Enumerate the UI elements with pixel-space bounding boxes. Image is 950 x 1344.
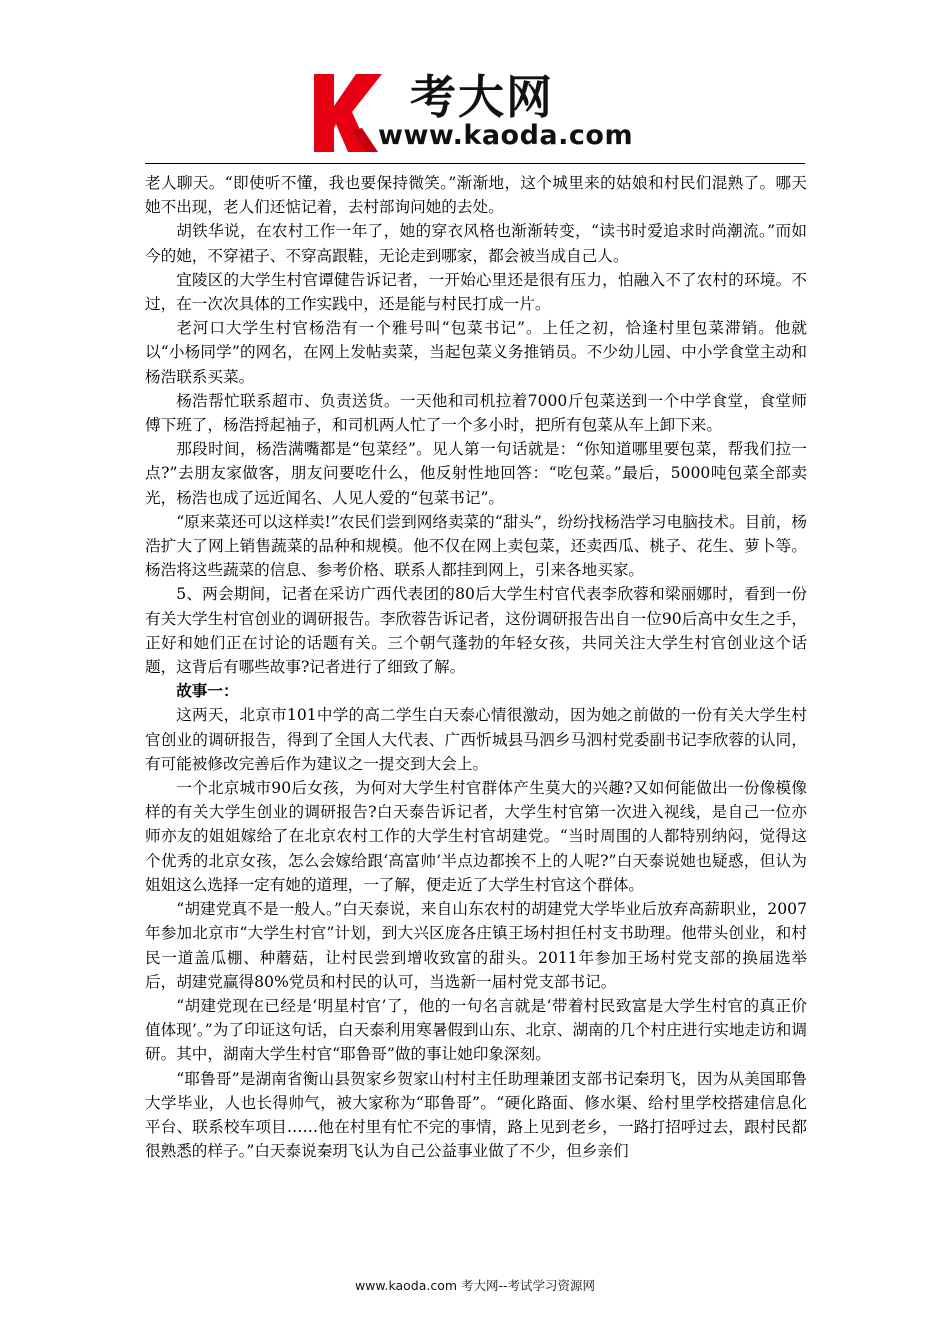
article-paragraph: “胡建党现在已经是‘明星村官’了，他的一句名言就是‘带着村民致富是大学生村官的真正价值体现’。”为了印证这句话，白天泰利用寒暑假到山东、北京、湖南的几个村庄进行实地走访和调研。其中，湖南大学生村官“耶鲁哥”做的事让她印象深刻。 (145, 996, 807, 1064)
page-footer: www.kaoda.com 考大网--考试学习资源网 (354, 1278, 596, 1293)
article-paragraph: “原来菜还可以这样卖!”农民们尝到网络卖菜的“甜头”，纷纷找杨浩学习电脑技术。目前，杨浩扩大了网上销售蔬菜的品种和规模。他不仅在网上卖包菜，还卖西瓜、桃子、花生、萝卜等。杨浩将这些蔬菜的信息、参考价格、联系人都挂到网上，引来各地买家。 (145, 512, 807, 580)
article-paragraph: 宜陵区的大学生村官谭健告诉记者，一开始心里还是很有压力，怕融入不了农村的环境。不过，在一次次具体的工作实践中，还是能与村民打成一片。 (145, 270, 807, 314)
article-paragraph: “胡建党真不是一般人。”白天泰说，来自山东农村的胡建党大学毕业后放弃高薪职业，2007年参加北京市“大学生村官”计划，到大兴区庞各庄镇王场村担任村支书助理。他带头创业，和村民一道盖瓜棚、种蘑菇，让村民尝到增收致富的甜头。2011年参加王场村党支部的换届选举后，胡建党赢得80%党员和村民的认可，当选新一届村党支部书记。 (145, 900, 807, 991)
article-paragraph: 那段时间，杨浩满嘴都是“包菜经”。见人第一句话就是：“你知道哪里要包菜，帮我们拉一点?”去朋友家做客，朋友问要吃什么，他反射性地回答：“吃包菜。”最后，5000吨包菜全部卖光，杨浩也成了远近闻名、人见人爱的“包菜书记”。 (145, 440, 807, 507)
logo-chinese-name: 考大网 (410, 70, 554, 124)
section-heading: 故事一： (176, 681, 239, 701)
article-paragraph: 老河口大学生村官杨浩有一个雅号叫“包菜书记”。上任之初，恰逢村里包菜滞销。他就以“小杨同学”的网名，在网上发帖卖菜，当起包菜义务推销员。不少幼儿园、中小学食堂主动和杨浩联系买菜。 (145, 319, 807, 386)
page-header (0, 0, 950, 166)
logo-website-url: www.kaoda.com (378, 120, 634, 151)
article-paragraph: 胡铁华说，在农村工作一年了，她的穿衣风格也渐渐转变，“读书时爱追求时尚潮流。”而如今的她，不穿裙子、不穿高跟鞋，无论走到哪家，都会被当成自己人。 (145, 222, 807, 265)
header-divider (145, 163, 805, 164)
article-paragraph: 一个北京城市90后女孩，为何对大学生村官群体产生莫大的兴趣?又如何能做出一份像模像样的有关大学生创业的调研报告?白天泰告诉记者，大学生村官第一次进入视线，是自己一位亦师亦友的姐姐嫁给了在北京农村工作的大学生村官胡建党。“当时周围的人都特别纳闷，觉得这个优秀的北京女孩，怎么会嫁给跟‘高富帅’半点边都挨不上的人呢?”白天泰说她也疑惑，但认为姐姐这么选择一定有她的道理，一了解，便走近了大学生村官这个群体。 (145, 779, 807, 894)
article-body (145, 171, 807, 1163)
article-paragraph: 老人聊天。“即使听不懂，我也要保持微笑。”渐渐地，这个城里来的姑娘和村民们混熟了。哪天她不出现，老人们还惦记着，去村部询问她的去处。 (145, 174, 807, 217)
article-paragraph: 这两天，北京市101中学的高二学生白天泰心情很激动，因为她之前做的一份有关大学生村官创业的调研报告，得到了全国人大代表、广西忻城县马泗乡马泗村党委副书记李欣蓉的认同，有可能被修改完善后作为建议之一提交到大会上。 (145, 706, 807, 773)
k-logo-icon (312, 72, 386, 154)
article-paragraph: “耶鲁哥”是湖南省衡山县贺家乡贺家山村村主任助理兼团支部书记秦玥飞，因为从美国耶鲁大学毕业，人也长得帅气，被大家称为“耶鲁哥”。“硬化路面、修水渠、给村里学校搭建信息化平台、联系校车项目……他在村里有忙不完的事情，路上见到老乡，一路打招呼过去，跟村民都很熟悉的样子。”白天泰说秦玥飞认为自己公益事业做了不少，但乡亲们 (145, 1069, 807, 1161)
kaoda-logo[interactable] (312, 70, 652, 160)
article-paragraph: 杨浩帮忙联系超市、负责送货。一天他和司机拉着7000斤包菜送到一个中学食堂，食堂师傅下班了，杨浩捋起袖子，和司机两人忙了一个多小时，把所有包菜从车上卸下来。 (145, 391, 807, 435)
article-paragraph: 5、两会期间，记者在采访广西代表团的80后大学生村官代表李欣蓉和梁丽娜时，看到一份有关大学生村官创业的调研报告。李欣蓉告诉记者，这份调研报告出自一位90后高中女生之手，正好和她们正在讨论的话题有关。三个朝气蓬勃的年轻女孩，共同关注大学生村官创业这个话题，这背后有哪些故事?记者进行了细致了解。 (145, 585, 807, 677)
